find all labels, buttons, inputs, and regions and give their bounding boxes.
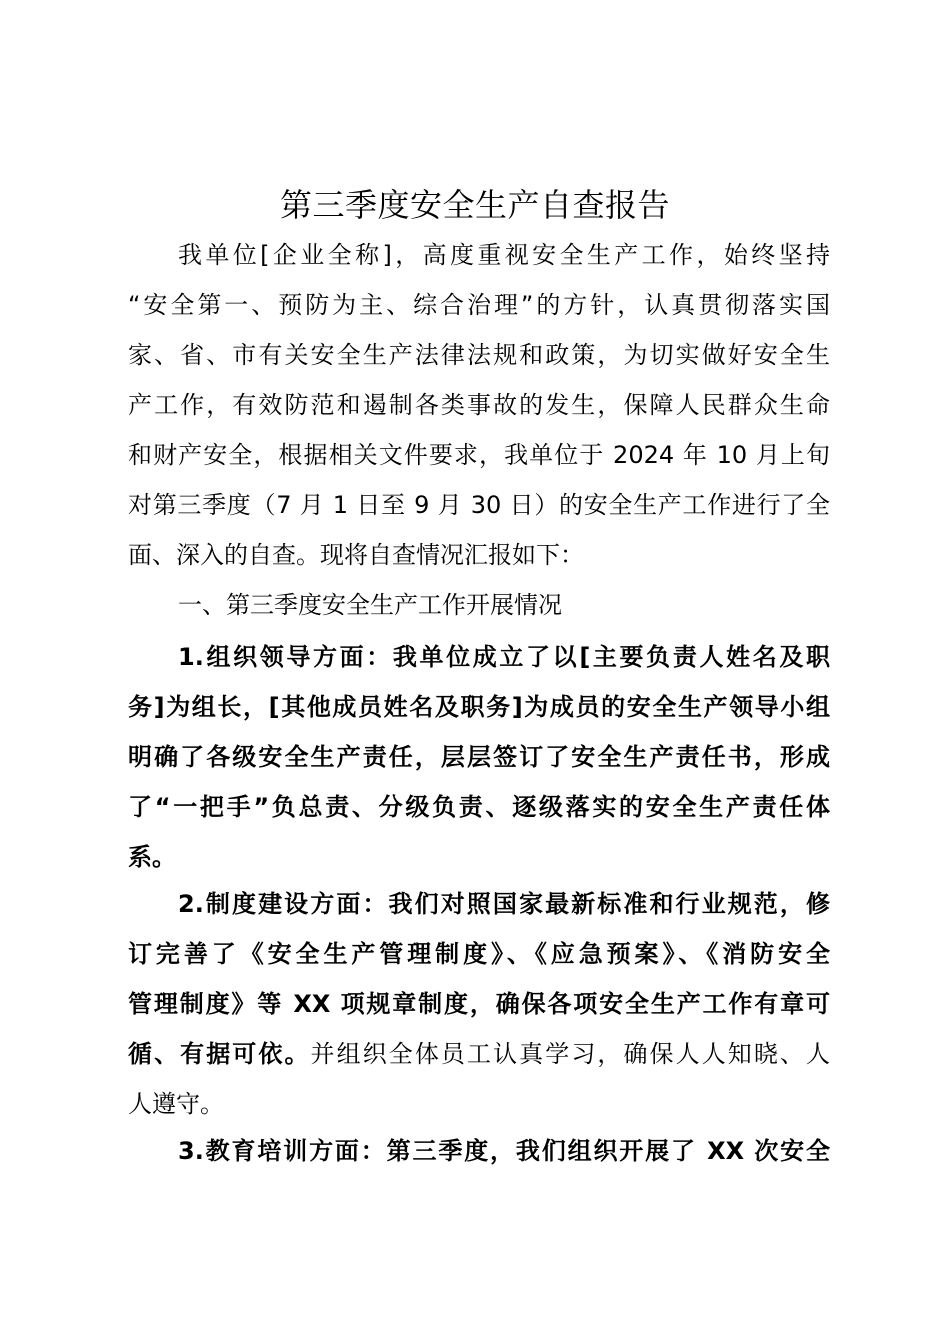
item-3-line-1: 3.教育培训方面：第三季度，我们组织开展了 XX 次安全 (178, 1137, 830, 1165)
item-2-line-5: 人遵守。 (128, 1090, 224, 1118)
item-2-line-2: 订完善了《安全生产管理制度》、《应急预案》、《消防安全 (128, 940, 830, 968)
intro-line-6: 对第三季度（7 月 1 日至 9 月 30 日）的安全生产工作进行了全 (128, 491, 830, 519)
intro-line-5: 和财产安全，根据相关文件要求，我单位于 2024 年 10 月上旬 (128, 441, 830, 469)
intro-line-1: 我单位[企业全称]，高度重视安全生产工作，始终坚持 (178, 241, 830, 269)
document-title: 第三季度安全生产自查报告 (279, 186, 670, 224)
intro-line-3: 家、省、市有关安全生产法律法规和政策，为切实做好安全生 (128, 341, 830, 369)
item-1-line-3: 明确了各级安全生产责任，层层签订了安全生产责任书，形成 (128, 743, 830, 771)
item-2-light-tail: 并组织全体员工认真学习，确保人人知晓、人 (310, 1040, 831, 1068)
item-1-line-5: 系。 (128, 843, 176, 871)
item-2-line-1: 2.制度建设方面：我们对照国家最新标准和行业规范，修 (178, 890, 830, 918)
intro-line-2: “安全第一、预防为主、综合治理”的方针，认真贯彻落实国 (128, 291, 830, 319)
item-1-line-1: 1.组织领导方面：我单位成立了以[主要负责人姓名及职 (178, 643, 830, 671)
section-heading-1: 一、第三季度安全生产工作开展情况 (178, 591, 562, 619)
intro-line-7: 面、深入的自查。现将自查情况汇报如下： (128, 541, 584, 569)
item-1-line-2: 务]为组长，[其他成员姓名及职务]为成员的安全生产领导小组 (128, 693, 830, 721)
item-2-line-4 (128, 1029, 830, 1079)
item-2-bold-tail: 循、有据可依。 (128, 1040, 311, 1068)
item-1-line-4: 了“一把手”负总责、分级负责、逐级落实的安全生产责任体 (128, 793, 830, 821)
item-2-line-3: 管理制度》等 XX 项规章制度，确保各项安全生产工作有章可 (128, 990, 830, 1018)
intro-line-4: 产工作，有效防范和遏制各类事故的发生，保障人民群众生命 (128, 391, 830, 419)
